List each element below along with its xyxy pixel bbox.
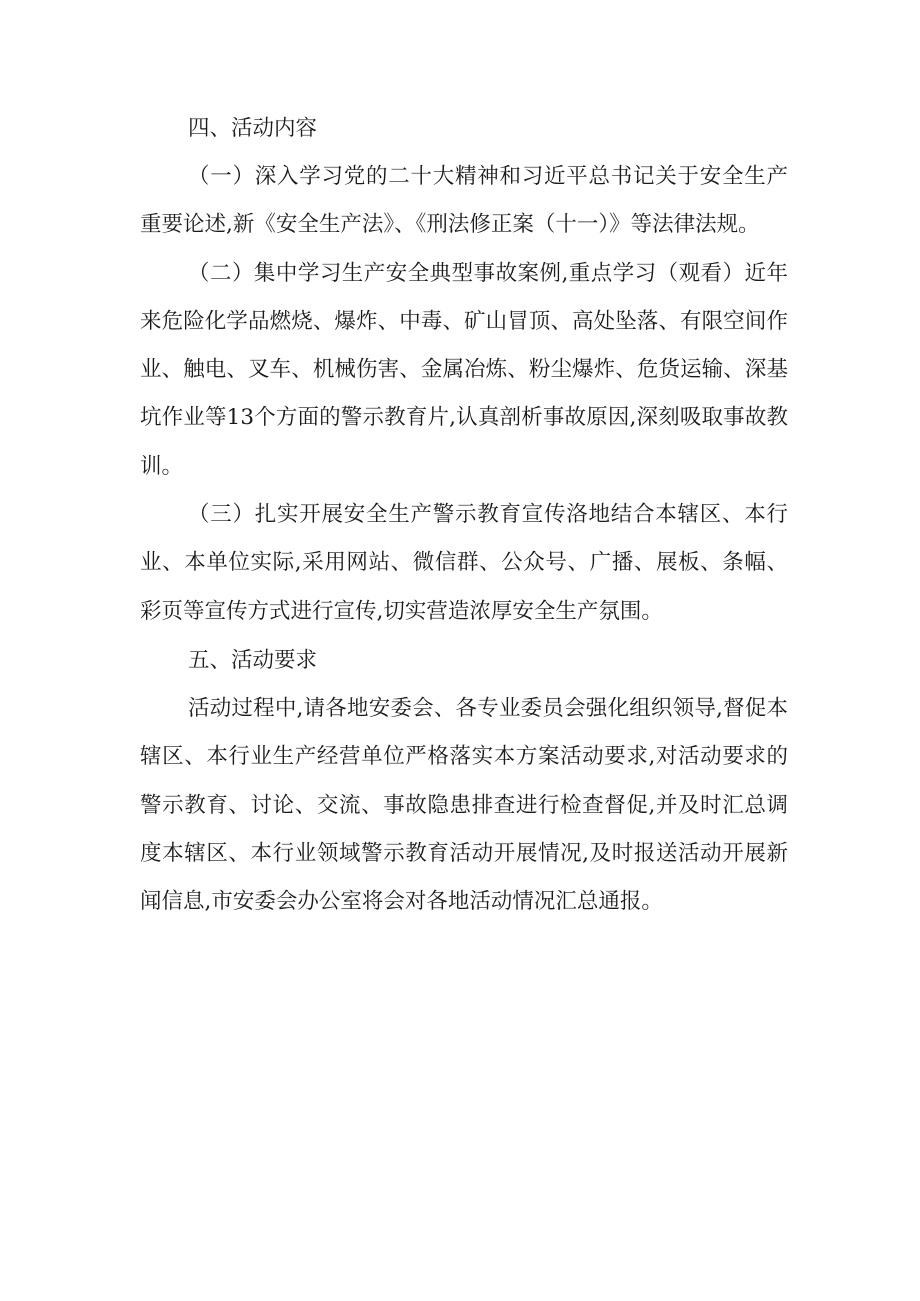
- section-heading-activity-requirements: 五、活动要求: [188, 647, 318, 673]
- activity-content-item-1: （一）深入学习党的二十大精神和习近平总书记关于安全生产重要论述,新《安全生产法》、《刑法修正案（十一）》等法律法规。: [140, 164, 788, 238]
- activity-content-item-3: （三）扎实开展安全生产警示教育宣传洛地结合本辖区、本行业、本单位实际,采用网站、微信群、公众号、广播、展板、条幅、彩页等宣传方式进行宣传,切实营造浓厚安全生产氛围。: [140, 502, 788, 624]
- document-body: [140, 104, 788, 926]
- activity-content-item-2: （二）集中学习生产安全典型事故案例,重点学习（观看）近年来危险化学品燃烧、爆炸、中毒、矿山冒顶、高处坠落、有限空间作业、触电、叉车、机械伤害、金属冶炼、粉尘爆炸、危货运输、深基坑作业等13个方面的警示教育片,认真剖析事故原因,深刻吸取事故教训。: [140, 260, 788, 479]
- section-heading-activity-content: 四、活动内容: [188, 116, 318, 141]
- activity-requirements-paragraph: 活动过程中,请各地安委会、各专业委员会强化组织领导,督促本辖区、本行业生产经营单位严格落实本方案活动要求,对活动要求的警示教育、讨论、交流、事故隐患排查进行检查督促,并及时汇总调度本辖区、本行业领域警示教育活动开展情况,及时报送活动开展新闻信息,市安委会办公室将会对各地活动情况汇总通报。: [140, 695, 788, 915]
